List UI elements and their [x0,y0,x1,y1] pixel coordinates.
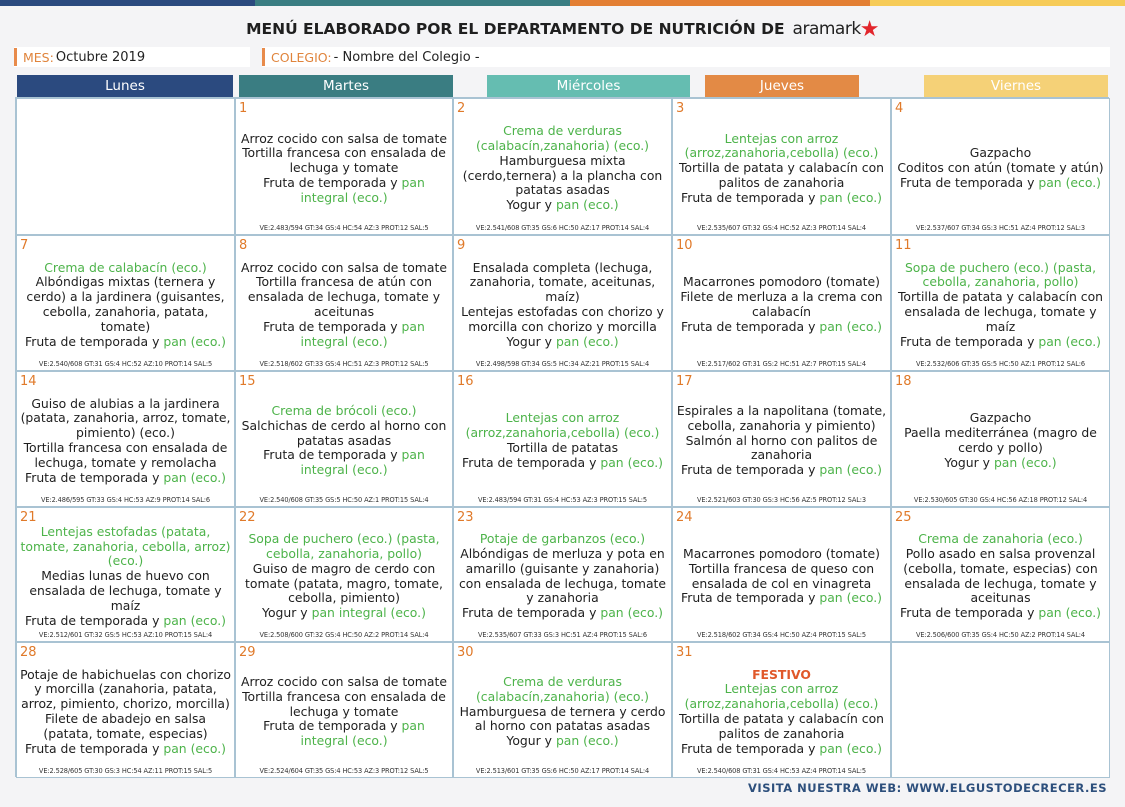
menu-content [19,661,232,763]
menu-dish [238,419,450,449]
nutrition-info: VE:2.537/607 GT:34 GS:3 HC:51 AZ:4 PROT:12 SAL:3 [915,224,1086,232]
menu-dish [894,261,1107,291]
dish-text: Fruta de temporada y [900,605,1039,621]
day-cell [891,235,1110,371]
menu-dish [19,712,232,742]
menu-dish [19,397,232,441]
star-icon: ★ [859,16,879,42]
menu-dish [944,456,1056,471]
eco-text: pan (eco.) [1038,605,1101,621]
day-number: 22 [239,510,256,525]
dish-text: Fruta de temporada y [25,469,164,485]
dish-text: Arroz cocido con salsa de tomate [241,130,447,146]
day-number: 9 [457,238,466,253]
day-cell [672,507,891,642]
menu-dish [506,734,618,749]
day-cell [16,642,235,778]
dish-text: Yogur y [944,454,994,470]
dish-text: Potaje de habichuelas con chorizo y morcilla (zanahoria, patata, arroz, pimiento, chorizo, morcilla) [20,666,231,712]
day-cell [16,98,235,235]
nutrition-info: VE:2.518/602 GT:34 GS:4 HC:50 AZ:4 PROT:15 SAL:5 [696,631,867,639]
dish-text: Arroz cocido con salsa de tomate [241,674,447,689]
day-cell [453,235,672,371]
nutrition-info: VE:2.517/602 GT:31 GS:2 HC:51 AZ:7 PROT:15 SAL:4 [696,360,867,368]
eco-text: pan integral (eco.) [300,447,425,478]
nutrition-info: VE:2.508/600 GT:32 GS:4 HC:50 AZ:2 PROT:14 SAL:4 [259,631,429,639]
day-cell [453,371,672,507]
menu-content [675,254,888,356]
menu-content [19,117,232,220]
dish-text: Ensalada completa (lechuga, zanahoria, tomate, aceitunas, maíz) [469,259,656,305]
menu-dish [675,132,888,162]
menu-content [238,390,450,492]
eco-text: pan integral (eco.) [300,718,425,749]
nutrition-info: VE:2.535/607 GT:33 GS:3 HC:51 AZ:4 PROT:15 SAL:6 [477,631,648,639]
nutrition-info: VE:2.532/606 GT:35 GS:5 HC:50 AZ:1 PROT:12 SAL:6 [915,360,1086,368]
nutrition-info: VE:2.483/594 GT:34 GS:4 HC:54 AZ:3 PROT:12 SAL:5 [259,224,429,232]
day-cell [453,507,672,642]
eco-text: Sopa de puchero (eco.) (pasta, cebolla, zanahoria, pollo) [248,531,440,561]
day-cell [672,642,891,778]
dish-text: Paella mediterránea (magro de cerdo y pollo) [904,425,1097,455]
day-number: 18 [895,374,912,389]
dish-text: Salmón al horno con palitos de zanahoria [685,432,878,463]
eco-text: pan (eco.) [163,333,226,349]
dish-text: Albóndigas de merluza y pota en amarillo (guisante y zanahoria) con ensalada de lechuga, tomate y zanahoria [458,545,667,606]
eco-text: Crema de verduras (calabacín,zanahoria) (eco.) [475,123,650,153]
eco-text: pan (eco.) [163,612,226,628]
menu-content [456,117,669,220]
menu-dish [25,471,226,486]
eco-text: pan (eco.) [1038,333,1101,349]
eco-text: Potaje de garbanzos (eco.) [479,531,646,547]
menu-content [675,390,888,492]
dish-text: Hamburguesa mixta (cerdo,ternera) a la plancha con patatas asadas [462,152,663,198]
dish-text: Lentejas estofadas con chorizo y morcilla con chorizo y morcilla [461,304,664,334]
nutrition-info: VE:2.518/602 GT:33 GS:4 HC:51 AZ:3 PROT:12 SAL:5 [259,360,429,368]
menu-dish [900,335,1101,350]
dish-text: Coditos con atún (tomate y atún) [897,160,1104,176]
dish-text: Fruta de temporada y [263,718,402,734]
day-cell [891,371,1110,507]
menu-dish [681,742,882,757]
day-cell [672,235,891,371]
menu-dish [506,198,618,213]
menu-dish [25,614,226,629]
menu-content [456,526,669,627]
menu-dish [456,305,669,335]
dish-text: Guiso de alubias a la jardinera (patata, zanahoria, arroz, tomate, pimiento) (eco.) [20,395,231,441]
nutrition-info: VE:2.506/600 GT:35 GS:4 HC:50 AZ:2 PROT:14 SAL:4 [915,631,1086,639]
day-number: 10 [676,238,693,253]
nutrition-info: VE:2.498/598 GT:34 GS:5 HC:34 AZ:21 PROT:15 SAL:4 [475,360,650,368]
menu-dish [675,682,888,712]
dish-text: Fruta de temporada y [681,189,820,205]
menu-dish [241,132,447,147]
nutrition-info: VE:2.530/605 GT:30 GS:4 HC:56 AZ:18 PROT:12 SAL:4 [913,496,1088,504]
day-cell [235,371,453,507]
dish-text: Albóndigas mixtas (ternera y cerdo) a la jardinera (guisantes, cebolla, zanahoria, patata, tomate) [26,274,225,334]
menu-dish [675,290,888,320]
menu-content [238,117,450,220]
mes-field [14,47,250,67]
menu-content [238,661,450,763]
menu-dish [25,742,226,757]
menu-content [456,390,669,492]
dish-text: Hamburguesa de ternera y cerdo al horno con patatas asadas [459,703,666,734]
menu-dish [241,675,447,690]
day-cell [453,98,672,235]
day-number: 3 [676,101,685,116]
day-number: 14 [20,374,37,389]
dish-text: Gazpacho [969,145,1032,161]
day-cell [16,371,235,507]
menu-dish [681,463,882,478]
day-number: 16 [457,374,474,389]
eco-text: Lentejas con arroz (arroz,zanahoria,cebolla) (eco.) [465,410,660,441]
mes-value: Octubre 2019 [55,49,146,65]
menu-dish [456,675,669,705]
dish-text: Fruta de temporada y [263,174,402,190]
dish-text: Pollo asado en salsa provenzal (cebolla, tomate, especias) con ensalada de lechuga, tomate y aceitunas [903,545,1098,606]
dish-text: Fruta de temporada y [462,454,601,470]
menu-dish [238,448,450,478]
menu-content [675,661,888,763]
eco-text: Lentejas con arroz (arroz,zanahoria,cebolla) (eco.) [684,130,879,161]
menu-content [19,523,232,628]
eco-text: pan integral (eco.) [311,605,426,621]
eco-text: pan (eco.) [163,740,226,756]
eco-text: Crema de zanahoria (eco.) [918,531,1083,547]
menu-dish [900,606,1101,621]
dish-text: Tortilla francesa con ensalada de lechuga y tomate [242,688,446,719]
nutrition-info: VE:2.521/603 GT:30 GS:3 HC:56 AZ:5 PROT:12 SAL:3 [696,496,867,504]
eco-text: pan (eco.) [819,740,882,756]
mes-label: MES: [23,49,54,65]
dish-text: Espirales a la napolitana (tomate, cebolla, zanahoria y pimiento) [676,403,887,433]
dish-text: Yogur y [506,733,556,749]
menu-dish [506,335,618,350]
dish-text: Fruta de temporada y [681,318,820,334]
menu-dish [238,562,450,606]
dish-text: Tortilla de patata y calabacín con palitos de zanahoria [678,711,885,741]
menu-content [894,661,1107,763]
eco-text: pan (eco.) [819,590,882,606]
menu-dish [675,434,888,464]
website-footer: VISITA NUESTRA WEB: WWW.ELGUSTODECRECER.ES [748,781,1107,795]
colegio-label: COLEGIO: [271,49,332,65]
menu-dish [675,562,888,592]
nutrition-info: VE:2.513/601 GT:35 GS:6 HC:50 AZ:17 PROT:14 SAL:4 [475,767,650,775]
day-header-jueves: Jueves [705,75,859,97]
menu-dish [681,191,882,206]
menu-content [675,526,888,627]
menu-dish [462,606,663,621]
top-color-bar [0,0,1125,14]
day-number: 15 [239,374,256,389]
nutrition-info: VE:2.524/604 GT:35 GS:4 HC:53 AZ:3 PROT:12 SAL:5 [259,767,429,775]
day-cell [453,642,672,778]
nutrition-info: VE:2.512/601 GT:32 GS:5 HC:53 AZ:10 PROT:15 SAL:4 [38,631,213,639]
eco-text: Lentejas estofadas (patata, tomate, zanahoria, cebolla, arroz) (eco.) [20,523,231,569]
menu-content [894,526,1107,627]
menu-dish [456,154,669,198]
dish-text: Fruta de temporada y [681,740,820,756]
dish-text: Yogur y [506,333,556,349]
menu-dish [894,426,1107,456]
dish-text: Fruta de temporada y [900,174,1039,190]
nutrition-info: VE:2.483/594 GT:31 GS:4 HC:53 AZ:3 PROT:15 SAL:5 [477,496,648,504]
day-cell [891,507,1110,642]
dish-text: Tortilla francesa con ensalada de lechuga, tomate y remolacha [23,440,228,470]
day-number: 17 [676,374,693,389]
menu-content [238,526,450,627]
dish-text: Fruta de temporada y [263,318,402,334]
dish-text: Fruta de temporada y [681,462,820,478]
day-number: 28 [20,645,37,660]
menu-dish [241,261,447,276]
menu-dish [683,547,880,562]
day-number: 23 [457,510,474,525]
eco-text: pan (eco.) [555,733,619,749]
menu-dish [271,404,416,419]
menu-dish [918,532,1083,547]
menu-content [456,254,669,356]
menu-dish [897,161,1103,176]
dish-text: Tortilla de patata y calabacín con ensalada de lechuga, tomate y maíz [897,289,1104,334]
colegio-field [262,47,1110,67]
menu-content [238,254,450,356]
page-title [0,14,1125,44]
menu-dish [456,547,669,606]
dish-text: Fruta de temporada y [900,333,1039,349]
menu-dish [19,441,232,471]
eco-text: Crema de verduras (calabacín,zanahoria) (eco.) [475,674,650,704]
day-number: 29 [239,645,256,660]
eco-text: pan (eco.) [819,189,882,205]
day-cell [235,98,453,235]
day-cell [672,371,891,507]
menu-dish [456,261,669,305]
eco-text: Crema de brócoli (eco.) [271,403,417,418]
eco-text: pan integral (eco.) [300,318,425,349]
festivo-label: FESTIVO [752,666,811,682]
nutrition-info: VE:2.535/607 GT:32 GS:4 HC:52 AZ:3 PROT:14 SAL:4 [696,224,867,232]
dish-text: Tortilla de patata y calabacín con palitos de zanahoria [678,160,885,190]
menu-dish [238,719,450,749]
day-number: 24 [676,510,693,525]
day-number: 21 [20,510,37,525]
menu-dish [238,275,450,319]
eco-text: pan (eco.) [555,333,619,349]
menu-dish [970,146,1031,161]
menu-dish [262,606,426,621]
eco-text: pan integral (eco.) [300,174,425,205]
menu-dish [238,320,450,350]
dish-text: Fruta de temporada y [462,605,601,621]
menu-dish [683,275,880,290]
dish-text: Guiso de magro de cerdo con tomate (patata, magro, tomate, cebolla, pimiento) [245,560,443,606]
day-cell [16,507,235,642]
menu-content [894,254,1107,356]
eco-text: pan (eco.) [163,469,226,485]
menu-content [456,661,669,763]
eco-text: Crema de calabacín (eco.) [44,259,207,275]
dish-text: Filete de abadejo en salsa (patata, tomate, especias) [43,711,208,741]
menu-content [894,390,1107,492]
title-text: MENÚ ELABORADO POR EL DEPARTAMENTO DE NUTRICIÓN DE [246,20,785,38]
dish-text: Fruta de temporada y [25,333,164,349]
dish-text: Filete de merluza a la crema con calabacín [680,289,883,319]
day-cell [235,235,453,371]
day-number: 11 [895,238,912,253]
day-cell [16,235,235,371]
day-header-martes: Martes [239,75,453,97]
dish-text: Salchichas de cerdo al horno con patatas asadas [241,417,447,448]
menu-dish [19,569,232,613]
eco-text: pan (eco.) [1038,174,1101,190]
nutrition-info: VE:2.540/608 GT:35 GS:5 HC:50 AZ:1 PROT:15 SAL:4 [259,496,429,504]
eco-text: pan (eco.) [819,462,882,478]
menu-dish [681,591,882,606]
dish-text: Tortilla francesa de atún con ensalada de lechuga, tomate y aceitunas [247,274,441,319]
dish-text: Tortilla de patatas [506,440,619,455]
menu-dish [25,335,226,350]
menu-dish [19,275,232,334]
menu-dish [238,176,450,206]
dish-text: Fruta de temporada y [263,447,402,463]
menu-dish [44,261,206,276]
nutrition-info: VE:2.541/608 GT:35 GS:6 HC:50 AZ:17 PROT:14 SAL:4 [475,224,650,232]
day-number: 2 [457,101,466,116]
menu-dish [238,532,450,562]
dish-text: Yogur y [506,197,556,213]
day-cell [235,642,453,778]
day-number: 7 [20,238,29,253]
menu-dish [19,668,232,712]
dish-text: Gazpacho [969,410,1032,426]
nutrition-info: VE:2.528/605 GT:30 GS:3 HC:54 AZ:11 PROT:15 SAL:5 [38,767,213,775]
menu-dish [894,290,1107,334]
day-number: 31 [676,645,693,660]
day-header-viernes: Viernes [924,75,1108,97]
menu-dish [675,404,888,434]
menu-dish [900,176,1101,191]
menu-dish [456,411,669,441]
dish-text: Tortilla francesa con ensalada de lechuga y tomate [242,145,446,176]
aramark-logo: aramark ★ [792,16,879,42]
day-cell [891,642,1110,778]
menu-dish [970,411,1031,426]
menu-content [19,254,232,356]
menu-dish [19,525,232,569]
day-number: 4 [895,101,904,116]
menu-dish [681,320,882,335]
eco-text: pan (eco.) [600,454,663,470]
eco-text: pan (eco.) [819,318,882,334]
dish-text: Macarrones pomodoro (tomate) [683,545,880,561]
menu-dish [675,161,888,191]
menu-dish [238,146,450,176]
menu-dish [507,441,618,456]
day-number: 1 [239,101,248,116]
day-header-lunes: Lunes [17,75,233,97]
eco-text: pan (eco.) [555,197,619,213]
eco-text: pan (eco.) [993,454,1057,470]
menu-dish [894,547,1107,606]
eco-text: Sopa de puchero (eco.) (pasta, cebolla, zanahoria, pollo) [904,259,1097,290]
menu-content [894,117,1107,220]
menu-dish [480,532,645,547]
dish-text: Fruta de temporada y [25,740,164,756]
day-cell [672,98,891,235]
day-cell [891,98,1110,235]
day-cell [235,507,453,642]
menu-content [19,390,232,492]
dish-text: Fruta de temporada y [25,612,164,628]
nutrition-info: VE:2.540/608 GT:31 GS:4 HC:52 AZ:10 PROT:14 SAL:5 [38,360,213,368]
dish-text: Medias lunas de huevo con ensalada de lechuga, tomate y maíz [29,568,222,613]
menu-dish [675,712,888,742]
dish-text: Macarrones pomodoro (tomate) [683,274,880,290]
menu-dish [456,124,669,154]
dish-text: Yogur y [262,605,312,621]
day-number: 25 [895,510,912,525]
colegio-value: - Nombre del Colegio - [333,49,480,65]
day-number: 30 [457,645,474,660]
dish-text: Arroz cocido con salsa de tomate [241,259,447,275]
menu-content [675,117,888,220]
menu-dish [238,690,450,720]
nutrition-info: VE:2.540/608 GT:31 GS:4 HC:53 AZ:4 PROT:14 SAL:5 [696,767,867,775]
dish-text: Tortilla francesa de queso con ensalada de col en vinagreta [688,560,875,591]
menu-dish [462,456,663,471]
menu-dish [456,705,669,735]
eco-text: pan (eco.) [600,605,663,621]
day-header-miercoles: Miércoles [487,75,690,97]
menu-calendar-grid [15,97,1109,777]
day-number: 8 [239,238,248,253]
nutrition-info: VE:2.486/595 GT:33 GS:4 HC:53 AZ:9 PROT:14 SAL:6 [40,496,211,504]
eco-text: Lentejas con arroz (arroz,zanahoria,cebolla) (eco.) [684,681,879,712]
dish-text: Fruta de temporada y [681,590,820,606]
